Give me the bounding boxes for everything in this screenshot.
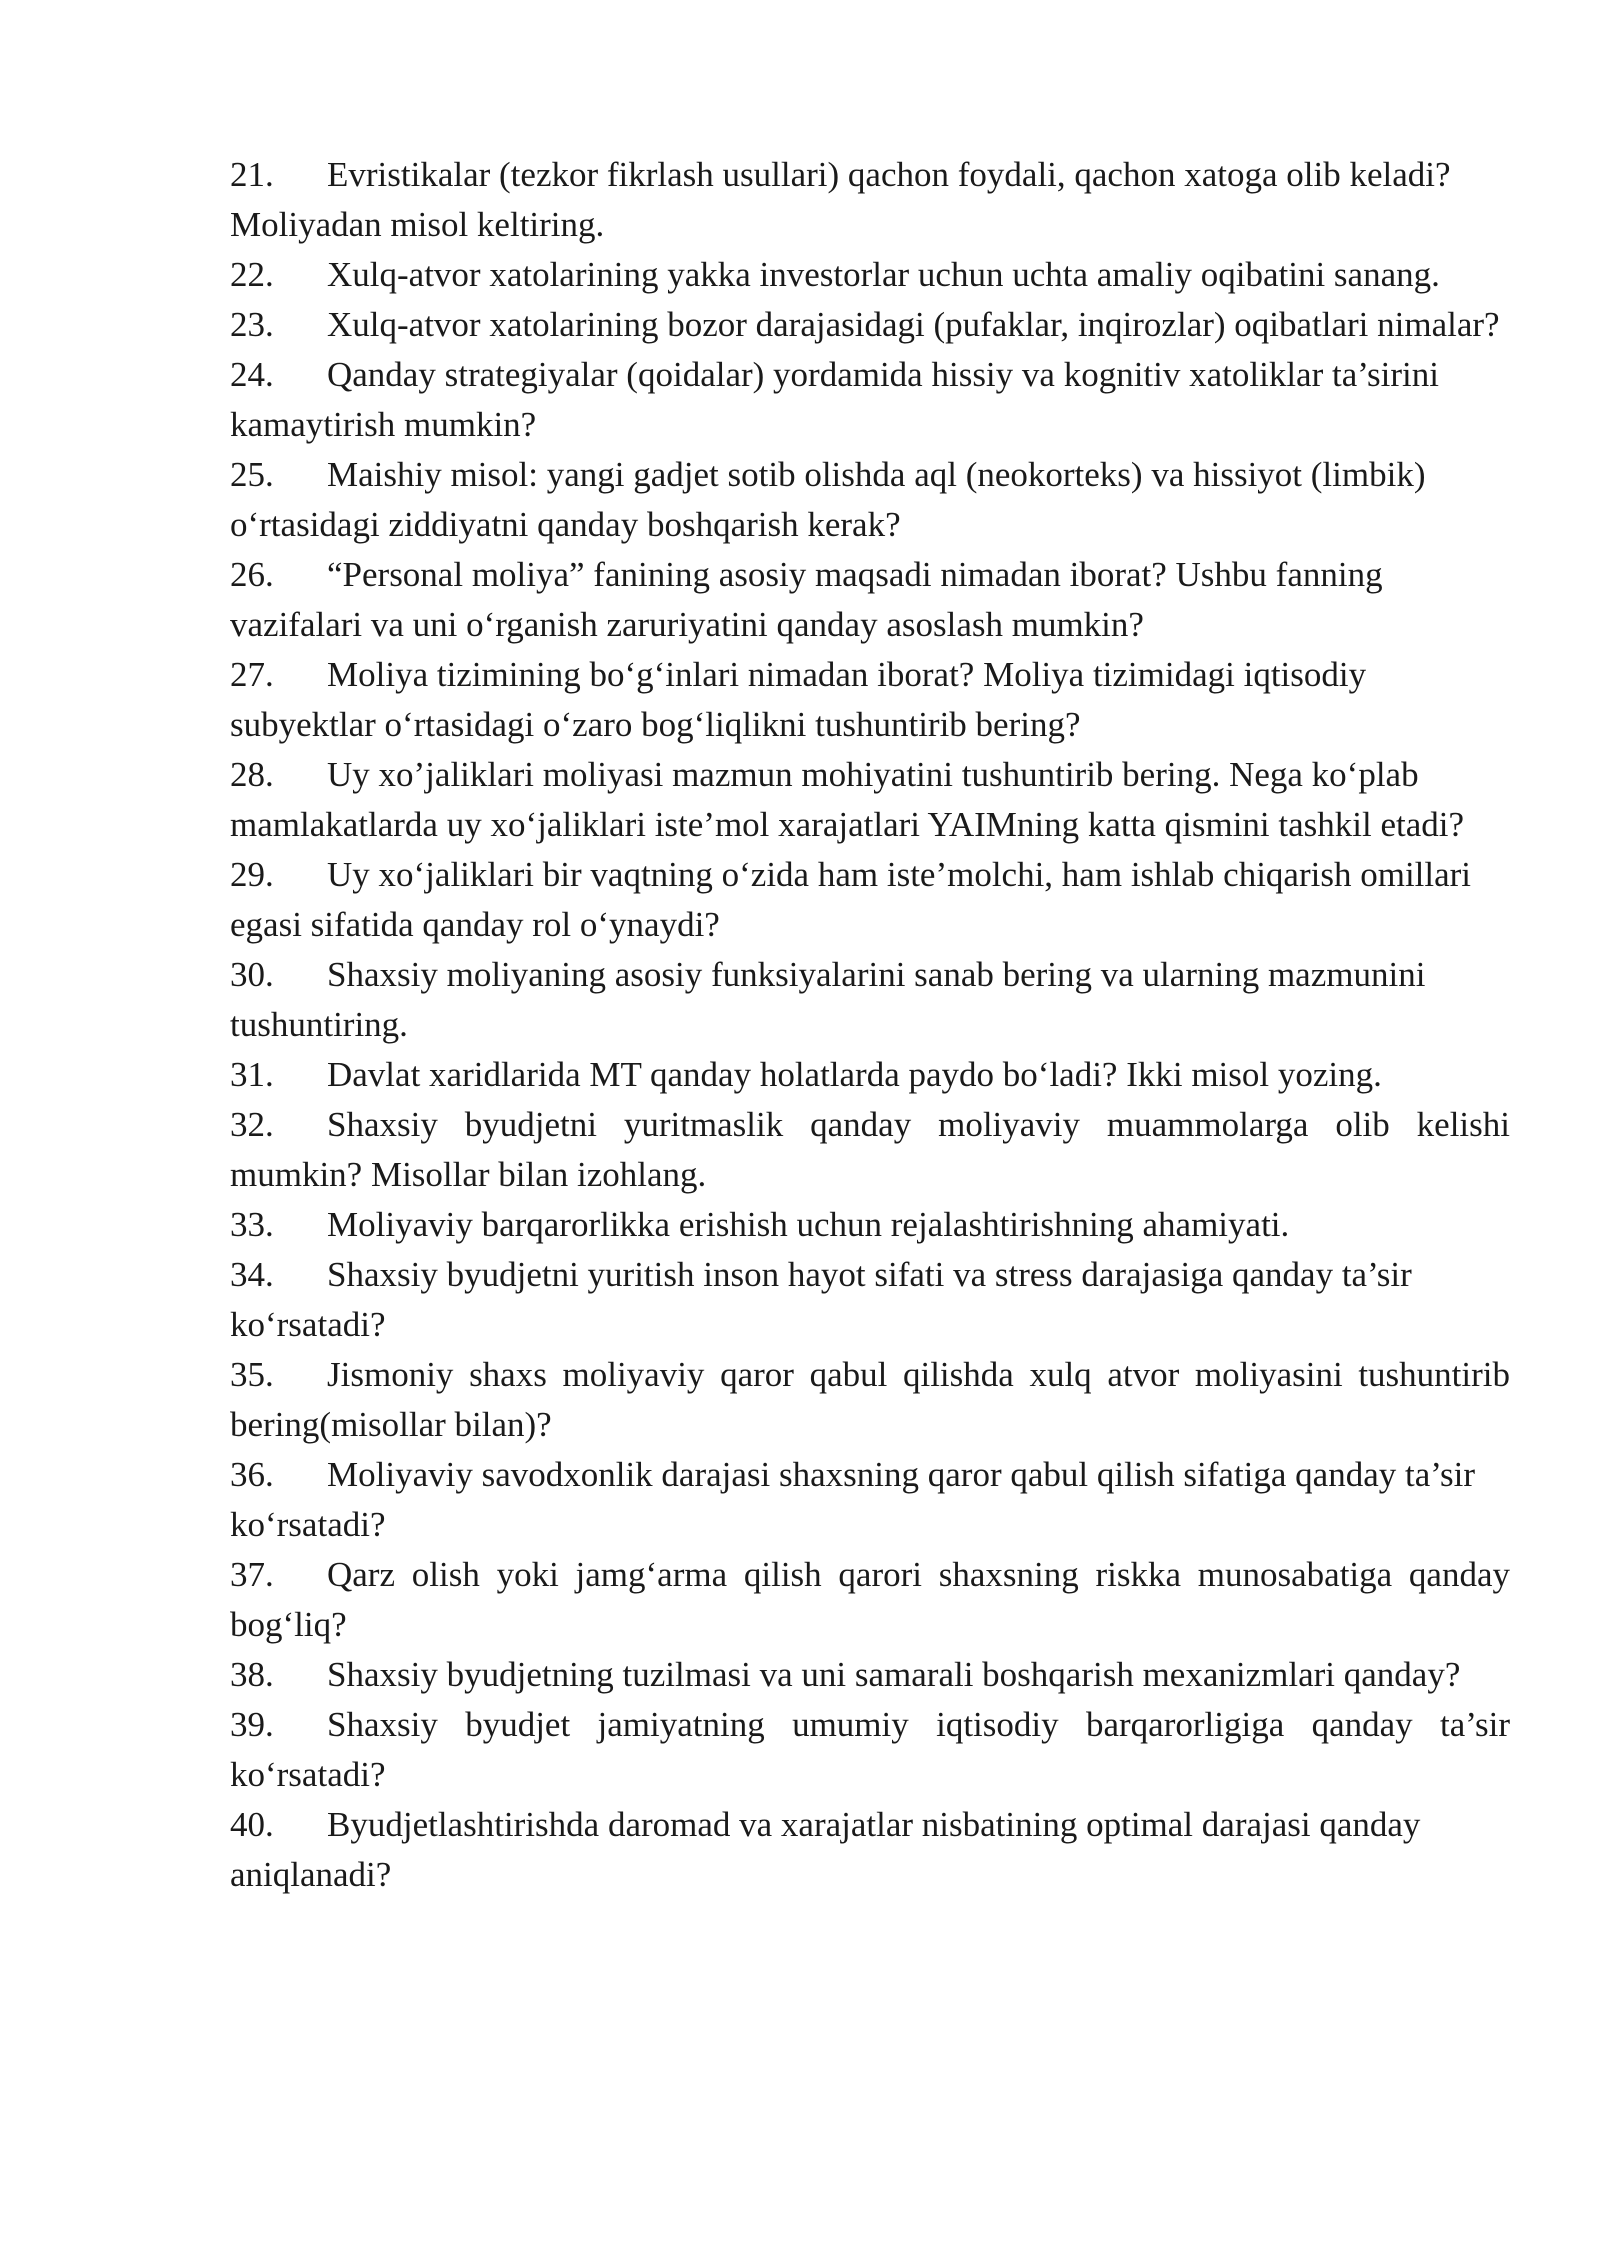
question-text: “Personal moliya” fanining asosiy maqsadi nimadan iborat? Ushbu fanning vazifalari va uni o‘rganish zaruriyatini qanday asoslash mumkin? (230, 555, 1383, 644)
question-number: 25. (230, 455, 274, 494)
question-number: 22. (230, 255, 274, 294)
question-text: Maishiy misol: yangi gadjet sotib olishda aql (neokorteks) va hissiyot (limbik) o‘rtasidagi ziddiyatni qanday boshqarish kerak? (230, 455, 1426, 544)
question-text: Moliyaviy barqarorlikka erishish uchun rejalashtirishning ahamiyati. (327, 1205, 1290, 1244)
question-text: Xulq-atvor xatolarining yakka investorlar uchun uchta amaliy oqibatini sanang. (327, 255, 1440, 294)
question-item (230, 350, 1510, 450)
question-number: 37. (230, 1555, 274, 1594)
question-number: 24. (230, 355, 274, 394)
question-item (230, 750, 1510, 850)
question-text: Shaxsiy moliyaning asosiy funksiyalarini sanab bering va ularning mazmunini tushuntiring. (230, 955, 1426, 1044)
question-text: Byudjetlashtirishda daromad va xarajatlar nisbatining optimal darajasi qanday aniqlanadi? (230, 1805, 1421, 1894)
question-item (230, 850, 1510, 950)
question-text: Moliya tizimining bo‘g‘inlari nimadan iborat? Moliya tizimidagi iqtisodiy subyektlar o‘rtasidagi o‘zaro bog‘liqlikni tushuntirib bering? (230, 655, 1367, 744)
question-item (230, 1700, 1510, 1800)
question-number: 38. (230, 1655, 274, 1694)
question-text: Evristikalar (tezkor fikrlash usullari) qachon foydali, qachon xatoga olib keladi? Moliyadan misol keltiring. (230, 155, 1451, 244)
question-text: Shaxsiy byudjetni yuritmaslik qanday moliyaviy muammolarga olib kelishi mumkin? Misollar bilan izohlang. (230, 1105, 1510, 1194)
question-item (230, 1550, 1510, 1650)
question-text: Xulq-atvor xatolarining bozor darajasidagi (pufaklar, inqirozlar) oqibatlari nimalar? (327, 305, 1500, 344)
question-item (230, 950, 1510, 1050)
question-item (230, 1350, 1510, 1450)
question-item (230, 1800, 1510, 1900)
question-number: 32. (230, 1105, 274, 1144)
question-item (230, 1450, 1510, 1550)
question-number: 40. (230, 1805, 274, 1844)
question-text: Uy xo’jaliklari moliyasi mazmun mohiyatini tushuntirib bering. Nega ko‘plab mamlakatlarda uy xo‘jaliklari iste’mol xarajatlari YAIMning katta qismini tashkil etadi? (230, 755, 1465, 844)
question-number: 33. (230, 1205, 274, 1244)
question-text: Shaxsiy byudjet jamiyatning umumiy iqtisodiy barqarorligiga qanday ta’sir ko‘rsatadi? (230, 1705, 1510, 1794)
question-list (230, 150, 1510, 1900)
question-number: 31. (230, 1055, 274, 1094)
question-number: 30. (230, 955, 274, 994)
question-text: Uy xo‘jaliklari bir vaqtning o‘zida ham iste’molchi, ham ishlab chiqarish omillari egasi sifatida qanday rol o‘ynaydi? (230, 855, 1472, 944)
question-item (230, 1650, 1510, 1700)
question-text: Qarz olish yoki jamg‘arma qilish qarori shaxsning riskka munosabatiga qanday bog‘liq? (230, 1555, 1510, 1644)
question-text: Shaxsiy byudjetning tuzilmasi va uni samarali boshqarish mexanizmlari qanday? (327, 1655, 1461, 1694)
question-item (230, 550, 1510, 650)
question-item (230, 1100, 1510, 1200)
question-item (230, 300, 1510, 350)
question-item (230, 250, 1510, 300)
question-number: 26. (230, 555, 274, 594)
question-text: Moliyaviy savodxonlik darajasi shaxsning qaror qabul qilish sifatiga qanday ta’sir ko‘rsatadi? (230, 1455, 1475, 1544)
question-number: 34. (230, 1255, 274, 1294)
question-number: 27. (230, 655, 274, 694)
question-number: 28. (230, 755, 274, 794)
question-item (230, 450, 1510, 550)
question-item (230, 1200, 1510, 1250)
question-item (230, 150, 1510, 250)
question-text: Qanday strategiyalar (qoidalar) yordamida hissiy va kognitiv xatoliklar ta’sirini kamaytirish mumkin? (230, 355, 1439, 444)
question-number: 29. (230, 855, 274, 894)
question-number: 23. (230, 305, 274, 344)
question-number: 35. (230, 1355, 274, 1394)
question-number: 36. (230, 1455, 274, 1494)
question-text: Davlat xaridlarida MT qanday holatlarda paydo bo‘ladi? Ikki misol yozing. (327, 1055, 1382, 1094)
question-item (230, 1250, 1510, 1350)
question-item (230, 1050, 1510, 1100)
question-text: Jismoniy shaxs moliyaviy qaror qabul qilishda xulq atvor moliyasini tushuntirib bering(misollar bilan)? (230, 1355, 1510, 1444)
question-item (230, 650, 1510, 750)
question-number: 21. (230, 155, 274, 194)
question-text: Shaxsiy byudjetni yuritish inson hayot sifati va stress darajasiga qanday ta’sir ko‘rsatadi? (230, 1255, 1412, 1344)
question-number: 39. (230, 1705, 274, 1744)
